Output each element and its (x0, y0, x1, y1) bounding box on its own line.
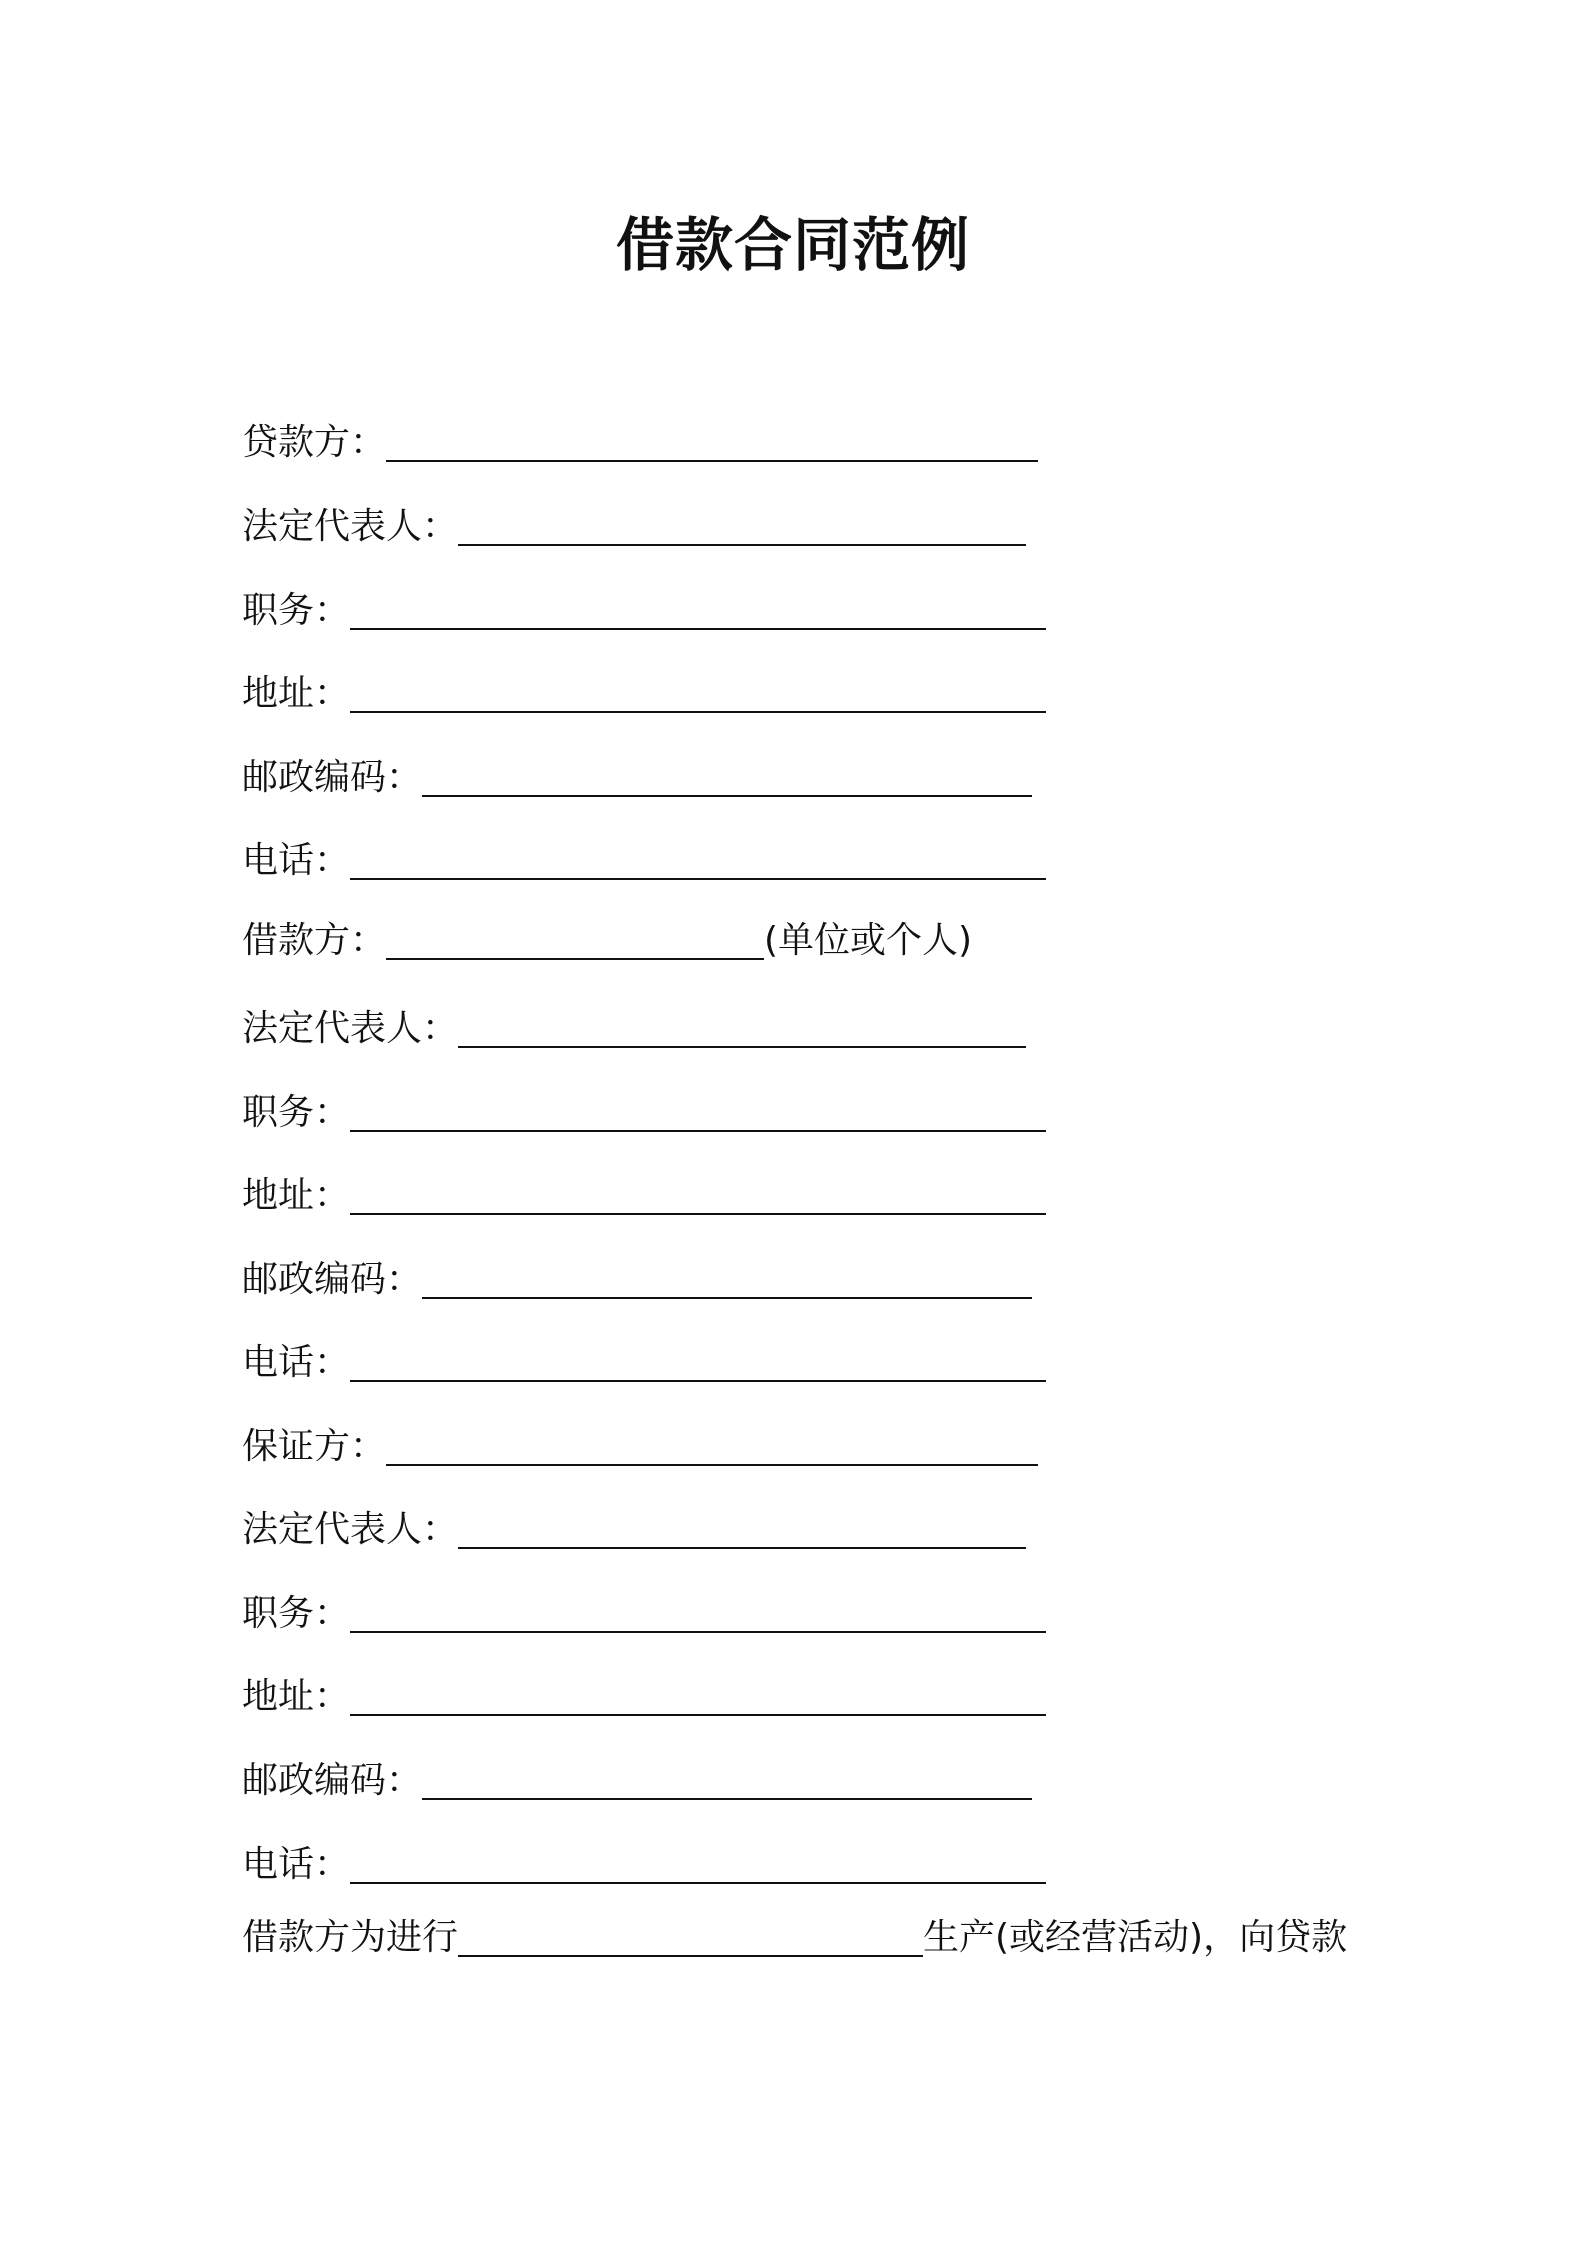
guarantor-address-row (242, 1672, 1046, 1722)
borrower-rep-row (242, 1004, 1026, 1054)
borrower-position-blank[interactable] (350, 1090, 1046, 1132)
guarantor-postcode-label: 邮政编码： (242, 1760, 423, 1801)
guarantor-phone-row (242, 1840, 1046, 1890)
guarantor-address-label: 地址： (242, 1676, 351, 1717)
lender-position-blank[interactable] (350, 588, 1046, 630)
borrower-address-blank[interactable] (350, 1173, 1046, 1215)
lender-name-blank[interactable] (386, 420, 1038, 462)
document-title: 借款合同范例 (615, 211, 970, 279)
guarantor-postcode-row (242, 1756, 1032, 1806)
guarantor-phone-blank[interactable] (350, 1842, 1046, 1884)
lender-position-row (242, 586, 1046, 636)
lender-address-blank[interactable] (350, 671, 1046, 713)
lender-name-label: 贷款方： (242, 422, 387, 463)
lender-phone-blank[interactable] (350, 838, 1046, 880)
lender-postcode-blank[interactable] (422, 755, 1032, 797)
borrower-phone-blank[interactable] (350, 1340, 1046, 1382)
clause-line (242, 1913, 1347, 1963)
guarantor-rep-row (242, 1505, 1026, 1555)
guarantor-position-row (242, 1589, 1046, 1639)
borrower-name-suffix: (单位或个人) (764, 920, 973, 961)
guarantor-address-blank[interactable] (350, 1674, 1046, 1716)
guarantor-name-blank[interactable] (386, 1424, 1038, 1466)
clause-blank[interactable] (458, 1915, 923, 1957)
guarantor-phone-label: 电话： (242, 1844, 351, 1885)
borrower-name-label: 借款方： (242, 920, 387, 961)
guarantor-name-label: 保证方： (242, 1426, 387, 1467)
clause-prefix: 借款方为进行 (242, 1917, 459, 1958)
lender-rep-label: 法定代表人： (242, 506, 459, 547)
lender-position-label: 职务： (242, 590, 351, 631)
guarantor-postcode-blank[interactable] (422, 1758, 1032, 1800)
lender-rep-blank[interactable] (458, 504, 1026, 546)
borrower-postcode-row (242, 1255, 1032, 1305)
lender-phone-row (242, 836, 1046, 886)
lender-rep-row (242, 502, 1026, 552)
guarantor-name-row (242, 1422, 1038, 1472)
borrower-position-row (242, 1088, 1046, 1138)
borrower-postcode-blank[interactable] (422, 1257, 1032, 1299)
borrower-address-row (242, 1171, 1046, 1221)
lender-postcode-row (242, 753, 1032, 803)
borrower-phone-label: 电话： (242, 1342, 351, 1383)
borrower-position-label: 职务： (242, 1092, 351, 1133)
borrower-rep-blank[interactable] (458, 1006, 1026, 1048)
guarantor-position-label: 职务： (242, 1593, 351, 1634)
borrower-postcode-label: 邮政编码： (242, 1259, 423, 1300)
borrower-address-label: 地址： (242, 1175, 351, 1216)
guarantor-position-blank[interactable] (350, 1591, 1046, 1633)
guarantor-rep-label: 法定代表人： (242, 1509, 459, 1550)
borrower-phone-row (242, 1338, 1046, 1388)
lender-name-row (242, 418, 1038, 468)
lender-postcode-label: 邮政编码： (242, 757, 423, 798)
borrower-rep-label: 法定代表人： (242, 1008, 459, 1049)
clause-suffix: 生产(或经营活动)，向贷款 (923, 1917, 1348, 1958)
borrower-name-blank[interactable] (386, 918, 764, 960)
borrower-name-row (242, 916, 972, 966)
lender-phone-label: 电话： (242, 840, 351, 881)
lender-address-label: 地址： (242, 673, 351, 714)
guarantor-rep-blank[interactable] (458, 1507, 1026, 1549)
lender-address-row (242, 669, 1046, 719)
